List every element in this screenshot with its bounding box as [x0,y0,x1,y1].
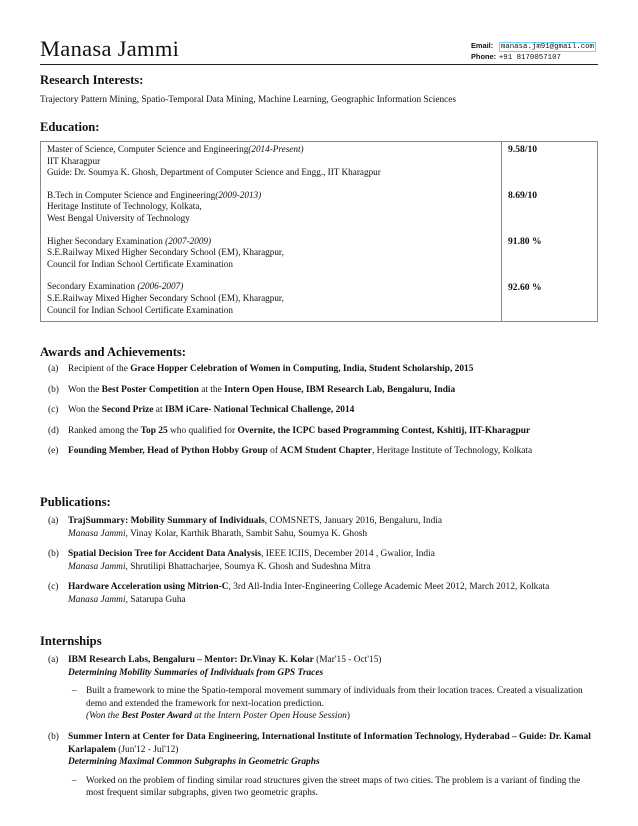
publication-coauthors: , Satarupa Guha [125,594,186,605]
item-text: at the [198,384,225,395]
publication-title: TrajSummary: Mobility Summary of Individuals [68,516,265,526]
phone-number: +91 8170057107 [498,54,561,62]
list-item [48,363,600,376]
degree-title: Secondary Examination [47,281,138,292]
item-marker: (c) [48,582,59,593]
internship-detail [68,685,600,723]
award-note: ) [346,711,350,722]
item-text: Ranked among the [68,425,141,436]
education-note: Guide: Dr. Soumya K. Ghosh, Department of Computer Science and Engg., IIT Kharagpur [47,167,381,178]
score: 92.60 % [508,282,542,293]
internships-heading: Internships [40,634,102,648]
education-entry [47,281,495,316]
publication-title: Hardware Acceleration using Mitrion-C [68,582,229,593]
internships-list [48,654,600,808]
resume-header [40,32,598,65]
education-scores [502,142,598,322]
education-table [40,141,598,322]
education-entry [47,236,495,271]
item-marker: (d) [48,425,59,436]
research-heading: Research Interests: [40,73,144,87]
awards-list [48,363,600,466]
education-note: West Bengal University of Technology [47,212,190,223]
item-bold-text: Founding Member, Head of Python Hobby Group [68,446,268,457]
list-item [48,404,600,417]
institution: S.E.Railway Mixed Higher Secondary School (EM), Kharagpur, [47,247,284,258]
list-item [48,384,600,397]
award-note: at the Intern Poster Open House Session [191,711,347,722]
degree-period: (2006-2007) [137,281,184,292]
degree-period: (2007-2009) [165,235,212,246]
item-bold-text: Best Poster Competition [101,384,199,395]
publication-author: Manasa Jammi [68,594,126,605]
internship-org: IBM Research Labs, Bengaluru – Mentor: Dr.Vinay K. Kolar [68,655,314,665]
education-entry [47,190,495,225]
award-note: (Won the [86,711,122,722]
item-marker: (c) [48,405,59,416]
dash-marker: – [72,775,77,786]
contact-block [471,41,596,63]
education-details [41,142,502,322]
item-bold-text: Top 25 [140,425,168,436]
publications-heading: Publications: [40,495,111,509]
education-note: Council for Indian School Certificate Examination [47,258,233,269]
item-text: Recipient of the [68,364,131,374]
list-item [48,445,600,458]
internship-period: (Jun'12 - Jul'12) [115,744,179,755]
degree-period: (2009-2013) [215,189,262,200]
internship-project: Determining Maximal Common Subgraphs in Geometric Graphs [68,757,320,768]
item-marker: (a) [48,364,59,374]
item-text: at [153,405,165,416]
list-item [48,515,600,540]
item-text: who qualified for [167,425,238,436]
education-heading: Education: [40,120,100,134]
resume-page [40,32,598,65]
internship-description: Worked on the problem of finding similar road structures given the street maps of two cities. The problem is a variant of finding the most frequent similar subgraphs, given two geometric graphs. [86,775,581,799]
publication-title: Spatial Decision Tree for Accident Data Analysis [68,549,262,560]
item-text: , Heritage Institute of Technology, Kolkata [371,446,533,457]
institution: Heritage Institute of Technology, Kolkata, [47,201,202,212]
email-label: Email: [471,41,494,50]
publication-venue: , COMSNETS, January 2016, Bengaluru, India [264,516,443,526]
item-marker: (a) [48,516,59,526]
item-text: Won the [68,384,102,395]
item-text: of [267,446,281,457]
item-marker: (a) [48,655,59,665]
degree-period: (2014-Present) [248,144,304,154]
education-row [41,142,598,322]
score: 9.58/10 [508,144,538,155]
research-text: Trajectory Pattern Mining, Spatio-Temporal Data Mining, Machine Learning, Geographic Information Sciences [40,95,456,105]
list-item [48,654,600,723]
item-text: Won the [68,405,102,416]
awards-heading: Awards and Achievements: [40,345,186,359]
dash-marker: – [72,686,77,697]
degree-title: Master of Science, Computer Science and Engineering [47,144,249,154]
list-item [48,548,600,573]
item-bold-text: IBM iCare- National Technical Challenge, 2014 [164,405,355,416]
item-bold-text: Second Prize [101,405,154,416]
publication-author: Manasa Jammi [68,561,126,572]
internship-period: (Mar'15 - Oct'15) [313,655,382,665]
item-bold-text: ACM Student Chapter [280,446,372,457]
item-bold-text: Intern Open House, IBM Research Lab, Bengaluru, India [224,384,456,395]
publication-coauthors: , Vinay Kolar, Karthik Bharath, Sambit Sahu, Soumya K. Ghosh [125,528,368,539]
publication-venue: , IEEE ICIIS, December 2014 , Gwalior, India [261,549,435,560]
internship-detail [68,775,600,800]
institution: IIT Kharagpur [47,155,101,166]
degree-title: B.Tech in Computer Science and Engineering [47,189,216,200]
institution: S.E.Railway Mixed Higher Secondary School (EM), Kharagpur, [47,292,284,303]
phone-label: Phone: [471,52,497,61]
list-item [48,731,600,800]
email-link[interactable]: manasa.jm91@gmail.com [500,43,594,51]
award-name: Best Poster Award [121,711,192,722]
publication-author: Manasa Jammi [68,528,126,539]
item-marker: (b) [48,731,59,742]
internship-org: Summer Intern at Center for Data Engineering, International Institute of Information Technology, Hyderabad – Guide: Dr. Kamal Karlapalem [68,731,591,755]
item-bold-text: Overnite, the ICPC based Programming Contest, Kshitij, IIT-Kharagpur [237,425,531,436]
list-item [48,425,600,438]
publications-list [48,515,600,615]
item-bold-text: Grace Hopper Celebration of Women in Computing, India, Student Scholarship, 2015 [130,364,474,374]
item-marker: (b) [48,549,59,560]
item-marker: (e) [48,446,59,457]
score: 91.80 % [508,236,542,247]
publication-coauthors: , Shrutilipi Bhattacharjee, Soumya K. Ghosh and Sudeshna Mitra [125,561,371,572]
degree-title: Higher Secondary Examination [47,235,166,246]
candidate-name: Manasa Jammi [40,36,180,61]
item-marker: (b) [48,384,59,395]
internship-project: Determining Mobility Summaries of Individuals from GPS Traces [68,667,324,678]
internship-description: Built a framework to mine the Spatio-temporal movement summary of individuals from their location traces. Created a visualization demo and extended the framework for next-location prediction. [86,686,583,709]
list-item [48,581,600,606]
publication-venue: , 3rd All-India Inter-Engineering College Academic Meet 2012, March 2012, Kolkata [228,582,550,593]
score: 8.69/10 [508,190,538,201]
education-entry [47,144,495,179]
education-note: Council for Indian School Certificate Examination [47,304,233,315]
